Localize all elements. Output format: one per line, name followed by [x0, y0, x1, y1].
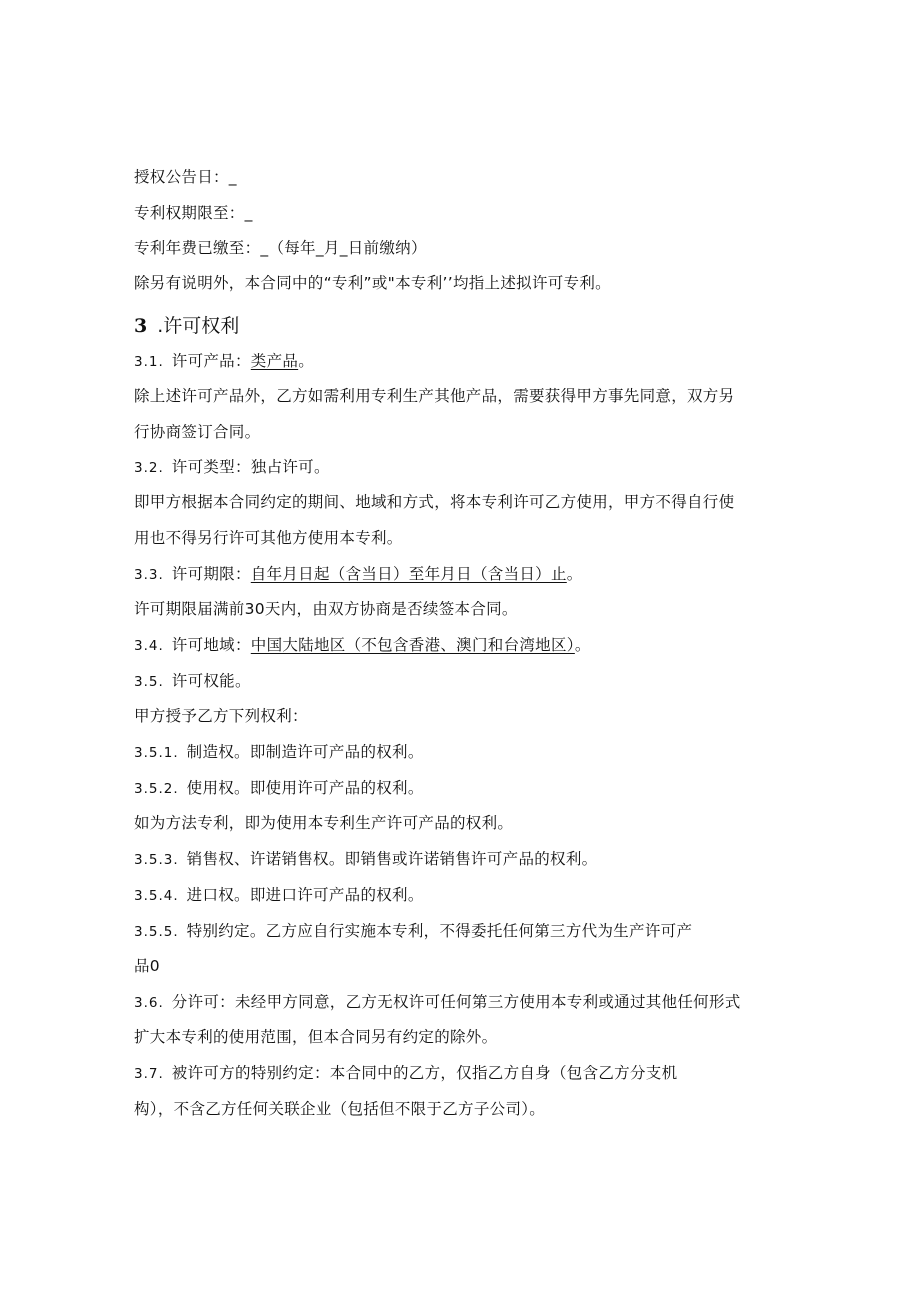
item-number: 3.5.	[134, 674, 164, 690]
paragraph-line: 除上述许可产品外，乙方如需利用专利生产其他产品，需要获得甲方事先同意，双方另	[134, 387, 735, 405]
licensed-product-field: 类产品	[250, 352, 299, 370]
item-3-6	[134, 991, 741, 1014]
item-number: 3.5.4.	[134, 888, 179, 904]
item-number: 3.6.	[134, 995, 164, 1011]
item-text: 使用权。即使用许可产品的权利。	[186, 779, 424, 797]
item-number: 3.5.2.	[134, 781, 179, 797]
license-term-field: 自年月日起（含当日）至年月日（含当日）止	[250, 565, 567, 583]
item-text: 分许可：未经甲方同意，乙方无权许可任何第三方使用本专利或通过其他任何形式	[171, 993, 741, 1011]
item-text: 被许可方的特别约定：本合同中的乙方，仅指乙方自身（包含乙方分支机	[171, 1064, 678, 1082]
item-suffix: 。	[574, 636, 591, 654]
item-text: 许可类型：独占许可。	[171, 458, 330, 476]
section-title: .许可权利	[157, 315, 240, 337]
item-text: 制造权。即制造许可产品的权利。	[186, 743, 424, 761]
item-3-3	[134, 563, 583, 586]
item-3-2	[134, 456, 330, 479]
license-territory-field: 中国大陆地区（不包含香港、澳门和台湾地区）	[250, 636, 575, 654]
item-prefix: 许可地域：	[171, 636, 251, 654]
item-number: 3.5.5.	[134, 924, 179, 940]
paragraph-line: 扩大本专利的使用范围，但本合同另有约定的除外。	[134, 1028, 498, 1046]
item-number: 3.4.	[134, 638, 164, 654]
paragraph-line: 品0	[134, 957, 160, 975]
item-suffix: 。	[566, 565, 583, 583]
item-number: 3.5.3.	[134, 852, 179, 868]
paragraph-line: 构），不含乙方任何关联企业（包括但不限于乙方子公司）。	[134, 1100, 546, 1118]
paragraph-line: 行协商签订合同。	[134, 423, 261, 441]
paragraph-line: 许可期限届满前30天内，由双方协商是否续签本合同。	[134, 600, 518, 618]
annual-fee-line: 专利年费已缴至：_（每年_月_日前缴纳）	[134, 239, 427, 257]
paragraph-line: 用也不得另行许可其他方使用本专利。	[134, 529, 403, 547]
patent-term-line: 专利权期限至：_	[134, 204, 253, 222]
patent-definition-line: 除另有说明外，本合同中的“专利”或"本专利’’均指上述拟许可专利。	[134, 274, 611, 292]
item-number: 3.7.	[134, 1066, 164, 1082]
item-3-5	[134, 670, 251, 693]
item-prefix: 许可期限：	[171, 565, 251, 583]
item-3-7	[134, 1062, 677, 1085]
item-3-4	[134, 634, 591, 657]
item-3-5-2	[134, 777, 424, 800]
item-3-5-4	[134, 884, 424, 907]
item-3-5-5	[134, 920, 692, 943]
item-number: 3.3.	[134, 567, 164, 583]
section-number: 3	[134, 315, 148, 337]
item-suffix: 。	[298, 352, 314, 370]
item-text: 进口权。即进口许可产品的权利。	[186, 886, 424, 904]
item-3-5-1	[134, 741, 424, 764]
item-text: 销售权、许诺销售权。即销售或许诺销售许可产品的权利。	[186, 850, 598, 868]
item-text: 许可权能。	[171, 672, 251, 690]
grant-date-line: 授权公告日：_	[134, 168, 237, 186]
item-3-5-3	[134, 848, 597, 871]
item-number: 3.2.	[134, 460, 164, 476]
item-number: 3.1.	[134, 354, 164, 370]
paragraph-line: 如为方法专利，即为使用本专利生产许可产品的权利。	[134, 814, 514, 832]
paragraph-line: 即甲方根据本合同约定的期间、地域和方式，将本专利许可乙方使用，甲方不得自行使	[134, 493, 735, 511]
item-prefix: 许可产品：	[171, 352, 251, 370]
item-number: 3.5.1.	[134, 745, 179, 761]
paragraph-line: 甲方授予乙方下列权利：	[134, 707, 308, 725]
section-3-heading	[134, 313, 239, 339]
item-3-1	[134, 350, 314, 373]
item-text: 特别约定。乙方应自行实施本专利，不得委托任何第三方代为生产许可产	[186, 922, 693, 940]
